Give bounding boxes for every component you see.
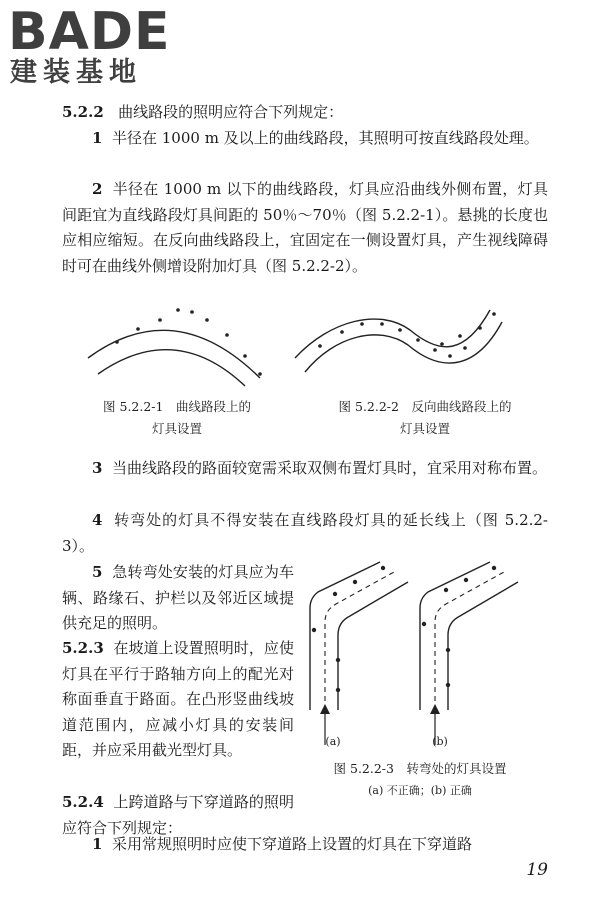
item-5: 5 急转弯处安装的灯具应为车辆、路缘石、护栏以及邻近区域提供充足的照明。	[62, 563, 294, 632]
section-5-2-4: 5.2.4 上跨道路与下穿道路的照明应符合下列规定：	[62, 793, 294, 837]
item-1: 1 半径在 1000 m 及以上的曲线路段，其照明可按直线路段处理。	[92, 129, 539, 147]
diagram-b	[420, 562, 518, 745]
section-title: 曲线路段的照明应符合下列规定：	[118, 103, 344, 121]
diagram-a-label: (a)	[325, 735, 341, 748]
section-number: 5.2.2	[62, 103, 104, 121]
figure-3-subcaption: (a) 不正确；(b) 正确	[368, 784, 472, 797]
figure-1-caption: 图 5.2.2-1 曲线路段上的 灯具设置	[103, 399, 251, 436]
figure-curve-road	[80, 296, 280, 386]
item-2: 2 半径在 1000 m 以下的曲线路段，灯具应沿曲线外侧布置，灯具间距宜为直线路段灯具间距的 50％～70％（图 5.2.2-1）。悬挑的长度也应相应缩短。在反向曲线路段上，宜固定在一侧设置灯具，产生视线障碍时可在曲线外侧增设附加灯具（图 5.2.2-2）。	[62, 180, 548, 275]
page-number: 19	[526, 860, 548, 880]
diagram-a	[310, 562, 408, 745]
figure-3-caption: 图 5.2.2-3 转弯处的灯具设置	[333, 761, 507, 776]
item-4: 4 转弯处的灯具不得安装在直线路段灯具的延长线上（图 5.2.2-3）。	[62, 511, 548, 555]
diagram-b-label: (b)	[432, 735, 448, 748]
section-5-2-2-heading	[62, 100, 552, 126]
figure-2-caption: 图 5.2.2-2 反向曲线路段上的 灯具设置	[338, 399, 512, 436]
figure-reverse-curve-road	[290, 300, 520, 380]
figure-turn-lighting	[298, 560, 538, 750]
brand-logo	[8, 4, 178, 90]
item-3: 3 当曲线路段的路面较宽需采取双侧布置灯具时，宜采用对称布置。	[92, 459, 547, 477]
section-5-2-3: 5.2.3 在坡道上设置照明时，应使灯具在平行于路轴方向上的配光对称面垂直于路面。在凸形竖曲线坡道范围内，应减小灯具的安装间距，并应采用截光型灯具。	[62, 639, 294, 759]
logo-brand-text: BADE	[8, 2, 171, 62]
section-5-2-4-item-1: 1 采用常规照明时应使下穿道路上设置的灯具在下穿道路	[92, 835, 472, 853]
logo-sub-text: 建装基地	[10, 57, 142, 88]
